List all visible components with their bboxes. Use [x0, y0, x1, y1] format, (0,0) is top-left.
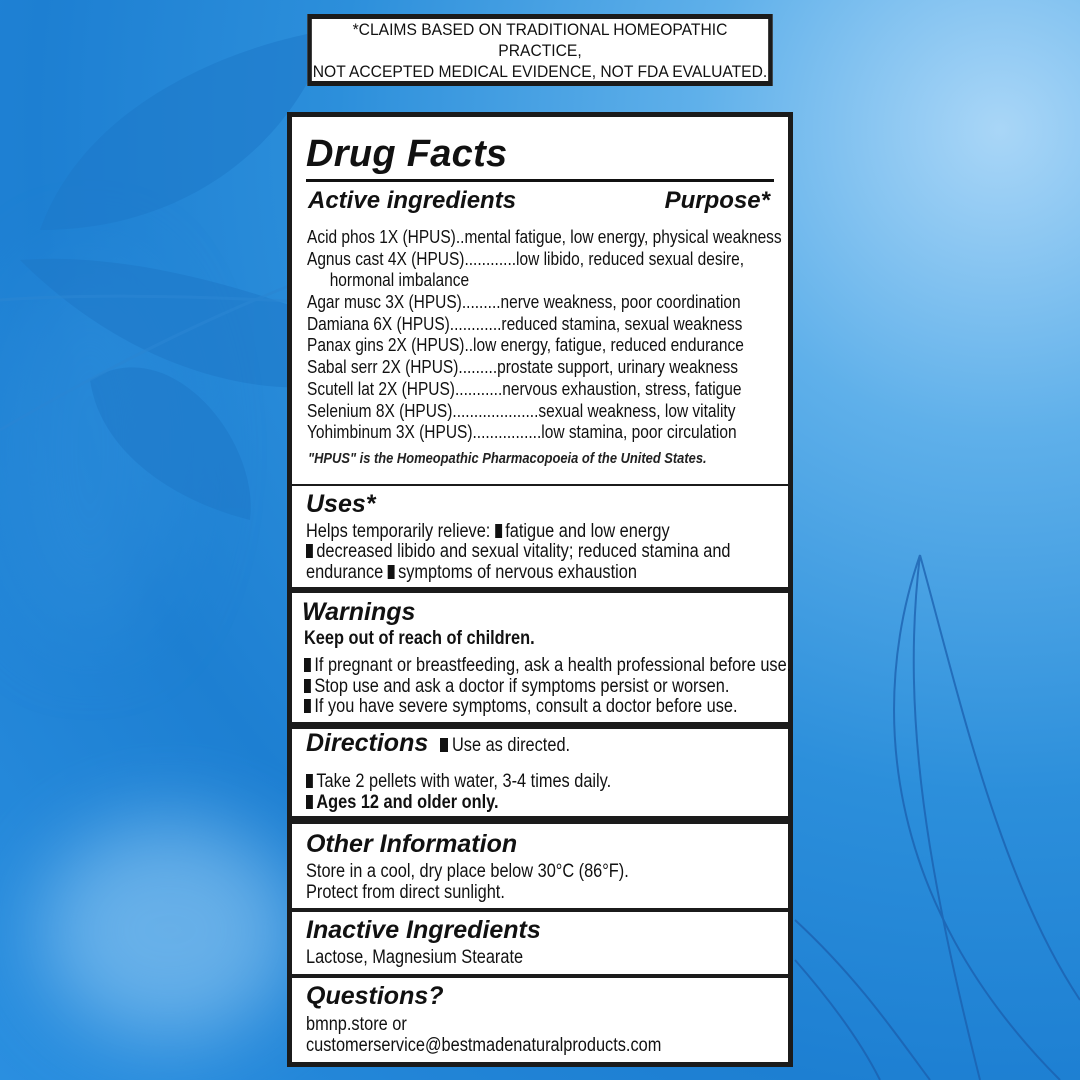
hpus-note: "HPUS" is the Homeopathic Pharmacopoeia of the United States. [308, 450, 707, 467]
ingredient-row: Yohimbinum 3X (HPUS)................low stamina, poor circulation [307, 422, 737, 442]
ingredient-row-continued: hormonal imbalance [329, 270, 470, 290]
purpose-header: Purpose* [664, 187, 770, 214]
bullet-square-icon [306, 795, 313, 809]
ingredient-row: Damiana 6X (HPUS)............reduced stamina, sexual weakness [307, 314, 743, 334]
uses-line-3 [306, 562, 866, 583]
questions-title: Questions? [306, 982, 444, 1010]
warning-item: If pregnant or breastfeeding, ask a health professional before use. [304, 655, 864, 676]
directions-item: Take 2 pellets with water, 3-4 times daily. [306, 771, 866, 792]
directions-title: Directions [306, 729, 429, 757]
questions-website: bmnp.store or [306, 1014, 407, 1035]
bullet-square-icon [495, 524, 502, 538]
title-rule [306, 179, 774, 182]
directions-item: Ages 12 and older only. [306, 792, 866, 813]
directions-line-1 [306, 729, 866, 757]
ingredient-row: Panax gins 2X (HPUS)..low energy, fatigue, reduced endurance [307, 335, 744, 355]
ingredient-row: Selenium 8X (HPUS)....................sexual weakness, low vitality [307, 401, 736, 421]
uses-intro: Helps temporarily relieve: [306, 521, 495, 542]
active-ingredients-header: Active ingredients [308, 187, 517, 214]
uses-text: endurance [306, 562, 388, 583]
uses-line-1 [306, 521, 866, 542]
ingredient-row: Scutell lat 2X (HPUS)...........nervous exhaustion, stress, fatigue [307, 379, 742, 399]
uses-item: decreased libido and sexual vitality; reduced stamina and [316, 541, 731, 562]
claims-disclaimer [307, 14, 773, 86]
warning-item: Stop use and ask a doctor if symptoms persist or worsen. [304, 676, 864, 697]
uses-item: fatigue and low energy [505, 521, 670, 542]
inactive-ingredients-section [292, 912, 788, 974]
directions-section [292, 729, 788, 816]
other-information-section [292, 824, 788, 908]
ingredient-row: Agar musc 3X (HPUS).........nerve weakness, poor coordination [307, 292, 741, 312]
bullet-square-icon [304, 658, 311, 672]
inactive-ingredients-title: Inactive Ingredients [306, 916, 541, 944]
questions-email: customerservice@bestmadenaturalproducts.com [306, 1035, 662, 1056]
inactive-ingredients-list: Lactose, Magnesium Stearate [306, 947, 524, 968]
ingredient-row: Sabal serr 2X (HPUS).........prostate support, urinary weakness [307, 357, 739, 377]
warning-item: If you have severe symptoms, consult a doctor before use. [304, 696, 864, 717]
uses-item: symptoms of nervous exhaustion [398, 562, 637, 583]
bullet-square-icon [440, 738, 448, 752]
other-information-title: Other Information [306, 830, 518, 858]
uses-line-2 [306, 541, 866, 562]
questions-section [292, 978, 788, 1062]
bullet-square-icon [304, 679, 311, 693]
keep-out-of-reach: Keep out of reach of children. [304, 628, 535, 649]
claims-line-2: NOT ACCEPTED MEDICAL EVIDENCE, NOT FDA EVALUATED. [312, 61, 768, 81]
bullet-square-icon [388, 565, 395, 579]
other-info-line: Store in a cool, dry place below 30°C (86°F). [306, 861, 629, 882]
uses-title: Uses* [306, 490, 376, 518]
uses-section [292, 486, 788, 587]
ingredient-row: Agnus cast 4X (HPUS)............low libido, reduced sexual desire, [307, 249, 745, 269]
other-info-line: Protect from direct sunlight. [306, 882, 505, 903]
claims-line-1: *CLAIMS BASED ON TRADITIONAL HOMEOPATHIC PRACTICE, [352, 19, 728, 60]
bullet-square-icon [304, 699, 311, 713]
ingredient-row: Acid phos 1X (HPUS)..mental fatigue, low energy, physical weakness [307, 227, 782, 247]
warnings-section [292, 593, 792, 722]
drug-facts-panel [287, 112, 793, 1067]
drug-facts-title: Drug Facts [306, 133, 508, 175]
bullet-square-icon [306, 544, 313, 558]
warnings-title: Warnings [302, 598, 416, 626]
bullet-square-icon [306, 774, 313, 788]
drug-facts-section [292, 117, 788, 484]
directions-inline: Use as directed. [451, 735, 570, 756]
